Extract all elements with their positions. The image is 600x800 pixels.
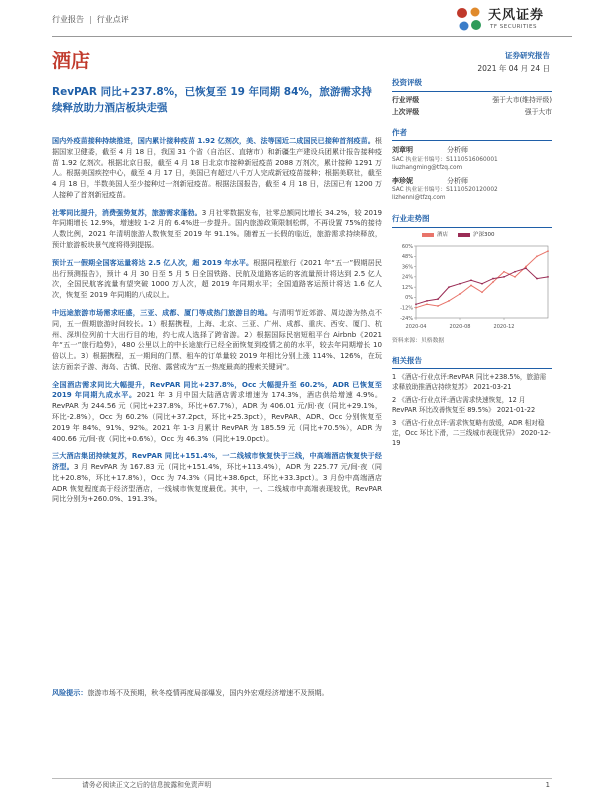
report-header [0,0,600,38]
report-title: 酒店 [52,50,91,72]
paragraph-text: 2021 年 3 月中国大陆酒店需求增速为 174.3%，酒店供给增速 4.9%。RevPAR 为 244.56 元（同比+237.8%，环比+67.7%），ADR 为 406.01 元/间·夜（同比+29.1%，环比-2.8%），Occ 为 60.2%（同比+37.2pct，环比+25.3pct），RevPAR、ADR、Occ 分别恢复至 2019 年 84%、91%、92%。2021 年 1-3 月累计 RevPAR 为 185.59 元（同比+70.5%），ADR 为 400.66 元/间·夜（同比+0.6%），Occ 为 46.3%（同比+19.0pct）。 [52,390,382,443]
data-point [448,286,450,288]
related-report-item[interactable]: 2 《酒店-行业点评:酒店需求快速恢复，12 月 RevPAR 环比改善恢复至 89.5%》 2021-01-22 [392,396,536,415]
paragraph-lead: 预计五一假期全国客运量将达 2.5 亿人次，超 2019 年水平。 [52,257,254,267]
related-report-item[interactable]: 1 《酒店-行业点评:RevPAR 同比+238.5%，旅游需求释放助推酒店持续复苏》 2021-03-21 [392,373,547,392]
chart-legend [422,232,552,240]
data-point [547,276,549,278]
author-name: 刘章明 [392,146,413,155]
author-cert: SAC 执业证书编号：S1110520120002 [392,186,498,193]
author-card [392,145,552,171]
logo-text-cn: 天风证券 [488,8,545,23]
data-point [415,307,417,309]
y-tick-label: 0% [405,295,413,302]
legend-item [458,232,495,240]
related-heading: 相关报告 [392,356,552,370]
data-point [547,250,549,252]
breadcrumb-separator: | [89,15,92,24]
author-name: 李珍妮 [392,176,413,185]
x-tick-label: 2020-04 [405,324,427,330]
data-point [459,293,461,295]
data-point [481,283,483,285]
legend-label: 沪深300 [473,232,495,239]
legend-label: 酒店 [437,232,449,239]
legend-item [422,232,448,240]
logo-text-en: TF SECURITIES [490,24,537,30]
body-paragraph [52,308,382,373]
author-card [392,176,552,202]
rating-row [392,96,552,106]
paragraph-lead: 社零同比提升，消费强势复苏，旅游需求蓬勃。 [52,207,202,217]
data-point [492,278,494,280]
rating-value: 强于大市(维持评级) [492,95,552,104]
legend-swatch-csi300 [458,233,470,237]
y-tick-label: 24% [401,274,413,281]
sidebar [392,78,552,452]
paragraph-lead: 全国酒店需求同比大幅提升，RevPAR 同比+237.8%，Occ 大幅提升至 60.2%，ADR 已恢复至 2019 年同期九成水平。 [52,379,382,400]
plot-frame [416,246,548,318]
data-point [492,281,494,283]
data-point [459,283,461,285]
breadcrumb-item: 行业点评 [96,15,129,24]
paragraph-text: 根据同程旅行《2021 年“五一”假期居民出行预测报告》，预计 4 月 30 日至 5 月 5 日全国铁路、民航及道路客运的客流量预计将达到 2.5 亿人次，全国民航客流量有望突破 1000 万人次，超 2019 年同期水平；全国道路客运预计将达 1.6 亿人次，恢复至 2019 年同期的八成以上。 [52,257,382,300]
y-tick-label: -24% [400,315,413,322]
data-point [470,285,472,287]
related-reports [392,373,552,448]
data-point [536,255,538,257]
report-headline: RevPAR 同比+237.8%，已恢复至 19 年同期 84%，旅游需求持续释放助力酒店板块走强 [52,86,372,115]
paragraph-text: 与清明节近郊游、周边游为热点不同，五一假期旅游时间较长。1）根据携程，上海、北京、三亚、广州、成都、重庆、西安、厦门、杭州、深圳位列前十大出行目的地，约七成人选择了跨省游。2）根据国际民宿短租平台 Airbnb《2021 年“五一”旅行趋势》，480 公里以上的中长途旅行已经全面恢复到疫情之前的水平，较去年同期增长 10 倍以上。3）根据携程，五一期间的门票、租车的订单量较 2019 年相比分别上涨 114%、126%，在玩法方面亲子游、海岛、古镇、民宿、露营成为“五一热度最高的搜索关键词”。 [52,307,383,371]
author-role: 分析师 [447,146,468,155]
breadcrumb [52,14,129,26]
paragraph-text: 根据国家卫健委，截至 4 月 18 日，我国 31 个省（自治区、直辖市）和新疆生产建设兵团累计报告接种疫苗 1.92 亿剂次。根据北京日报，截至 4 月 18 日北京市接种新冠疫苗 2088 万剂次，累计接种 1291 万人。根据美国疾控中心，截至 4 月 17 日，美国已有超过八千万人完成新冠疫苗接种；根据美联社，截至 4 月 18 日，半数美国人至少接种过一剂新冠疫苗。根据法国报告，截至 4 月 18 日，法国已有 1200 万人接种了首剂新冠疫苗。 [52,136,382,199]
y-tick-label: -12% [400,305,413,312]
paragraph-text: 3 月 RevPAR 为 167.83 元（同比+151.4%，环比+113.4%），ADR 为 225.77 元/间·夜（同比+20.8%，环比+17.8%），Occ 为 74.3%（同比+38.6pct，环比+33.3pct）。3 月份中高端酒店 ADR 恢复程度高于经济型酒店，一线城市恢复度最优。其中，一、二线城市中高端表现较优，RevPAR 同比分别为+260.0%、191.3%。 [52,462,383,504]
body-paragraph [52,380,382,445]
company-logo [454,4,572,34]
rating-value: 强于大市 [524,107,552,116]
y-tick-label: 12% [401,284,413,291]
data-point [470,279,472,281]
data-point [525,267,527,269]
y-tick-label: 48% [401,254,413,261]
chart-source: 资料来源：贝格数据 [392,338,445,345]
paragraph-lead: 中远途旅游市场需求旺盛，三亚、成都、厦门等成热门旅游目的地。 [52,307,273,317]
trend-heading: 行业走势图 [392,214,552,228]
report-date: 2021 年 04 月 24 日 [477,64,550,73]
body-paragraph [52,136,382,201]
data-point [426,303,428,305]
related-report-item[interactable]: 3 《酒店-行业点评:需求恢复略有放缓，ADR 相对稳定，Occ 环比下滑，二三线城市表现优异》 2020-12-19 [392,418,551,447]
data-point [514,276,516,278]
rating-key: 上次评级 [392,107,420,116]
disclaimer-footer: 请务必阅读正文之后的信息披露和免责声明 [82,781,212,789]
data-point [448,300,450,302]
paragraph-lead: 三大酒店集团持续复苏，RevPAR 同比+151.4%，一二线城市恢复快于三线，中高端酒店恢复快于经济型。 [52,451,382,472]
footer-divider [52,778,552,779]
author-email[interactable]: liuzhangming@tfzq.com [392,164,463,171]
rating-heading: 投资评级 [392,78,552,92]
rating-row [392,108,552,118]
data-point [503,271,505,273]
data-point [481,291,483,293]
data-point [437,298,439,300]
report-type: 证券研究报告 [505,51,550,60]
author-role: 分析师 [447,176,468,185]
data-point [426,300,428,302]
legend-swatch-hotel [422,233,434,237]
data-point [415,303,417,305]
authors-heading: 作者 [392,128,552,142]
risk-text: 旅游市场不及预期，秋冬疫情再度局部爆发，国内外宏观经济增速不及预期。 [87,688,329,697]
body-paragraph [52,451,382,505]
y-tick-label: 60% [401,243,413,250]
data-point [525,266,527,268]
y-tick-label: 36% [401,264,413,271]
data-point [503,276,505,278]
author-cert: SAC 执业证书编号：S1110516060001 [392,156,498,163]
paragraph-text: 3 月社零数据发布，社零总额同比增长 34.2%，较 2019 年同期增长 12.9%，增速较 1-2 月的 6.4%进一步提升。国内旅游政策限制松绑，不再设置 75%的接待人数比例，2021 年清明旅游人数恢复至 2019 年 91.1%。随着五一长假的临近，旅游需求持续释放，预计旅游板块景气度将得到提振。 [52,207,382,250]
author-email[interactable]: lizhenni@tfzq.com [392,195,446,202]
breadcrumb-item: 行业报告 [52,15,84,24]
risk-warning [52,688,382,699]
header-divider [52,36,572,37]
data-point [437,305,439,307]
x-tick-label: 2020-08 [449,324,471,330]
logo-mark-icon [454,4,484,34]
series-line-csi300 [416,268,548,304]
rating-key: 行业评级 [392,95,420,104]
body-paragraph [52,258,382,301]
paragraph-lead: 国内外疫苗接种持续推进，国内累计接种疫苗 1.92 亿剂次，美、法等国近二成国民已接种首剂疫苗。 [52,136,375,145]
trend-line-chart [392,242,552,332]
risk-lead: 风险提示： [52,688,88,697]
data-point [514,271,516,273]
data-point [536,278,538,280]
x-tick-label: 2020-12 [493,324,515,330]
page-number: 1 [545,781,550,789]
body-paragraph [52,208,382,251]
main-body [52,136,382,512]
